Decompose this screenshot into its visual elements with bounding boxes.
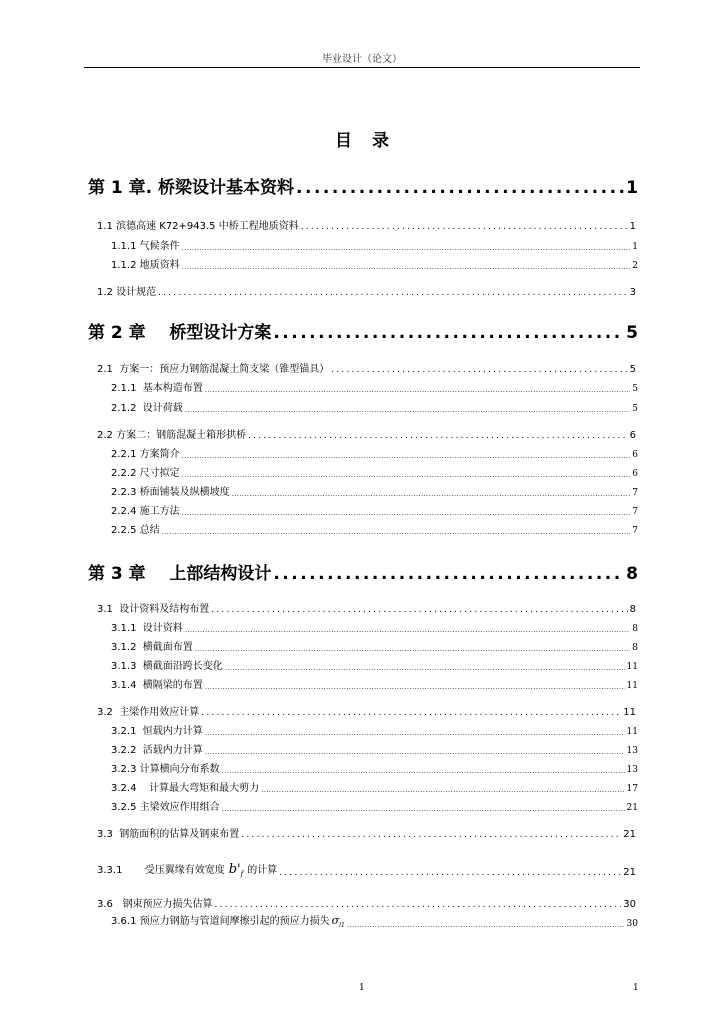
toc-section-3-6[interactable]: 3.6 钢束预应力损失估算 ..... 30: [0, 892, 724, 910]
toc-subsection-3-2-5[interactable]: 3.2.5 主梁效应作用组合 ..... 21: [0, 795, 724, 813]
formula-b-prime: b': [228, 862, 241, 877]
toc-section-3-3[interactable]: 3.3 钢筋面积的估算及钢束布置 ..... 21: [0, 822, 724, 840]
leader-dots: [211, 605, 627, 615]
toc-subsection-3-1-2[interactable]: 3.1.2 横截面布置 ..... 8: [0, 635, 724, 653]
leader-dots: [225, 664, 625, 672]
leader-dots: [279, 868, 621, 878]
leader-dots: [241, 830, 621, 840]
toc-subsection-3-6-1[interactable]: 3.6.1 预应力钢筋与管道间摩擦引起的预应力损失 $\sigma_{l1}$ ..... 30: [0, 911, 724, 929]
toc-subsection-3-1-1[interactable]: 3.1.1 设计资料 ..... 8: [0, 616, 724, 634]
leader-dots: [222, 767, 625, 775]
leader-dots: [273, 323, 624, 343]
leader-dots: [162, 528, 631, 536]
leader-dots: [205, 386, 630, 394]
toc-subsection-2-2-2[interactable]: 2.2.2 尺寸拟定 ..... 6: [0, 461, 724, 479]
toc-section-3-1[interactable]: 3.1 设计资料及结构布置 ..... 8: [0, 597, 724, 615]
toc-section-3-2[interactable]: 3.2 主梁作用效应计算 ..... 11: [0, 700, 724, 718]
toc-chapter-1[interactable]: 第 1 章. 桥梁设计基本资料 ..... 1: [0, 176, 724, 198]
toc-section-3-3-1[interactable]: 3.3.1 受压翼缘有效宽度 $b'_f$ 的计算 ..... 21: [0, 856, 724, 878]
leader-dots: [182, 452, 631, 460]
leader-dots: [195, 645, 630, 653]
leader-dots: [214, 900, 621, 910]
toc-subsection-2-1-2[interactable]: 2.1.2 设计荷载 ..... 5: [0, 396, 724, 414]
leader-dots: [158, 288, 628, 298]
leader-dots: [185, 626, 630, 634]
toc-section-1-2[interactable]: 1.2 设计规范 ..... 3: [0, 280, 724, 298]
leader-dots: [205, 748, 625, 756]
toc-subsection-2-1-1[interactable]: 2.1.1 基本构造布置 ..... 5: [0, 376, 724, 394]
footer-page-number: 1: [359, 983, 365, 993]
leader-dots: [182, 471, 631, 479]
toc-subsection-1-1-1[interactable]: 1.1.1 气候条件 ..... 1: [0, 234, 724, 252]
toc-subsection-2-2-5[interactable]: 2.2.5 总结 ..... 7: [0, 518, 724, 536]
toc-title: 目录: [335, 131, 409, 151]
toc-subsection-3-2-4[interactable]: 3.2.4 计算最大弯矩和最大剪力 ..... 17: [0, 776, 724, 794]
leader-dots: [185, 406, 630, 414]
leader-dots: [182, 509, 631, 517]
leader-dots: [296, 178, 624, 198]
page-header: 毕业设计（论文）: [322, 54, 402, 65]
leader-dots: [232, 490, 631, 498]
leader-dots: [248, 431, 628, 441]
header-rule: [84, 67, 640, 68]
formula-sigma: σ: [331, 914, 340, 927]
toc-section-2-2[interactable]: 2.2 方案二：钢筋混凝土箱形拱桥 ..... 6: [0, 423, 724, 441]
toc-subsection-2-2-1[interactable]: 2.2.1 方案简介 ..... 6: [0, 442, 724, 460]
leader-dots: [205, 729, 625, 737]
leader-dots: [205, 683, 625, 691]
leader-dots: [201, 708, 621, 718]
leader-dots: [301, 222, 628, 232]
toc-subsection-3-2-3[interactable]: 3.2.3 计算横向分布系数 ..... 13: [0, 757, 724, 775]
leader-dots: [222, 805, 625, 813]
leader-dots: [347, 921, 625, 929]
toc-subsection-1-1-2[interactable]: 1.1.2 地质资料 ..... 2: [0, 253, 724, 271]
leader-dots: [261, 786, 624, 794]
toc-subsection-3-1-4[interactable]: 3.1.4 横隔梁的布置 ..... 11: [0, 673, 724, 691]
footer-page-number-right: 1: [633, 983, 639, 993]
leader-dots: [182, 244, 631, 252]
toc-subsection-3-1-3[interactable]: 3.1.3 横截面沿跨长变化 ..... 11: [0, 654, 724, 672]
toc-subsection-2-2-4[interactable]: 2.2.4 施工方法 ..... 7: [0, 499, 724, 517]
toc-chapter-2[interactable]: 第 2 章 桥型设计方案 ..... 5: [0, 321, 724, 343]
toc-section-2-1[interactable]: 2.1 方案一：预应力钢筋混凝土简支梁（锥型锚具） ..... 5: [0, 357, 724, 375]
toc-subsection-2-2-3[interactable]: 2.2.3 桥面铺装及纵横坡度 ..... 7: [0, 480, 724, 498]
leader-dots: [331, 365, 627, 375]
toc-subsection-3-2-1[interactable]: 3.2.1 恒载内力计算 ..... 11: [0, 719, 724, 737]
toc-subsection-3-2-2[interactable]: 3.2.2 活载内力计算 ..... 13: [0, 738, 724, 756]
leader-dots: [273, 564, 624, 584]
leader-dots: [182, 263, 631, 271]
toc-section-1-1[interactable]: 1.1 滨德高速 K72+943.5 中桥工程地质资料 ..... 1: [0, 214, 724, 232]
toc-chapter-3[interactable]: 第 3 章 上部结构设计 ..... 8: [0, 562, 724, 584]
